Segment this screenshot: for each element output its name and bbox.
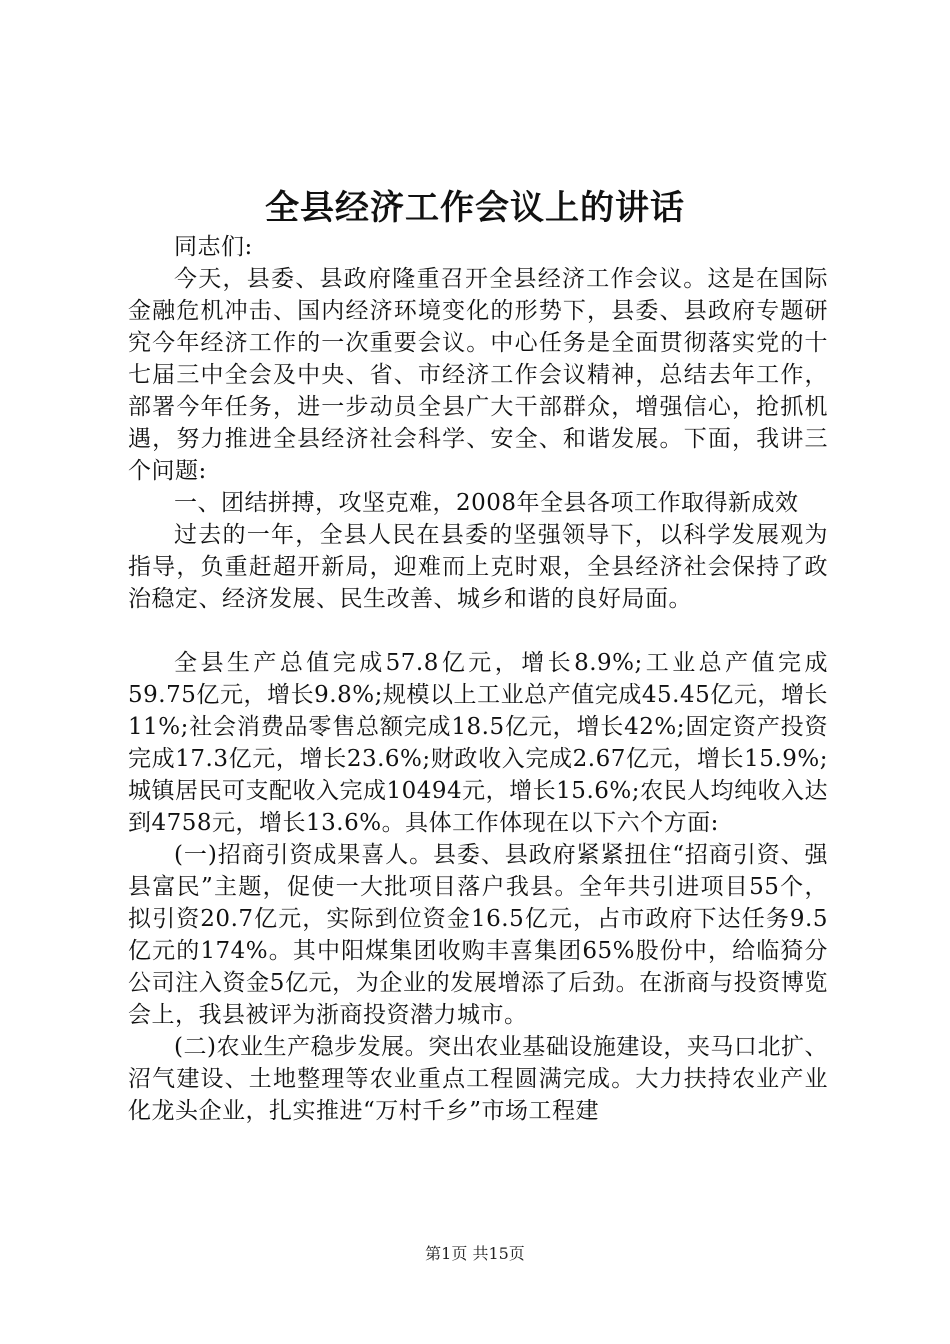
intro-paragraph: 今天，县委、县政府隆重召开全县经济工作会议。这是在国际金融危机冲击、国内经济环境变化的形势下，县委、县政府专题研究今年经济工作的一次重要会议。中心任务是全面贯彻落实党的十七届三中全会及中央、省、市经济工作会议精神，总结去年工作，部署今年任务，进一步动员全县广大干部群众，增强信心，抢抓机遇，努力推进全县经济社会科学、安全、和谐发展。下面，我讲三个问题: [128, 266, 828, 484]
page-number-footer: 第1页 共15页 [425, 1244, 525, 1263]
document-body [128, 231, 828, 1127]
statistics-paragraph: 全县生产总值完成57.8亿元，增长8.9%;工业总产值完成59.75亿元，增长9.8%;规模以上工业总产值完成45.45亿元，增长11%;社会消费品零售总额完成18.5亿元，增长42%;固定资产投资完成17.3亿元，增长23.6%;财政收入完成2.67亿元，增长15.9%;城镇居民可支配收入完成10494元，增长15.6%;农民人均纯收入达到4758元，增长13.6%。具体工作体现在以下六个方面: [128, 650, 828, 836]
document-title: 全县经济工作会议上的讲话 [265, 188, 685, 228]
summary-paragraph: 过去的一年，全县人民在县委的坚强领导下，以科学发展观为指导，负重赶超开新局，迎难而上克时艰，全县经济社会保持了政治稳定、经济发展、民生改善、城乡和谐的良好局面。 [128, 522, 828, 612]
section-heading-paragraph: 一、团结拼搏，攻坚克难，2008年全县各项工作取得新成效 [174, 490, 799, 516]
salutation-paragraph: 同志们: [174, 234, 253, 260]
investment-paragraph: (一)招商引资成果喜人。县委、县政府紧紧扭住“招商引资、强县富民”主题，促使一大批项目落户我县。全年共引进项目55个，拟引资20.7亿元，实际到位资金16.5亿元，占市政府下达任务9.5亿元的174%。其中阳煤集团收购丰喜集团65%股份中，给临猗分公司注入资金5亿元，为企业的发展增添了后劲。在浙商与投资博览会上，我县被评为浙商投资潜力城市。 [128, 842, 828, 1028]
agriculture-paragraph: (二)农业生产稳步发展。突出农业基础设施建设，夹马口北扩、沼气建设、土地整理等农业重点工程圆满完成。大力扶持农业产业化龙头企业，扎实推进“万村千乡”市场工程建 [128, 1034, 828, 1124]
